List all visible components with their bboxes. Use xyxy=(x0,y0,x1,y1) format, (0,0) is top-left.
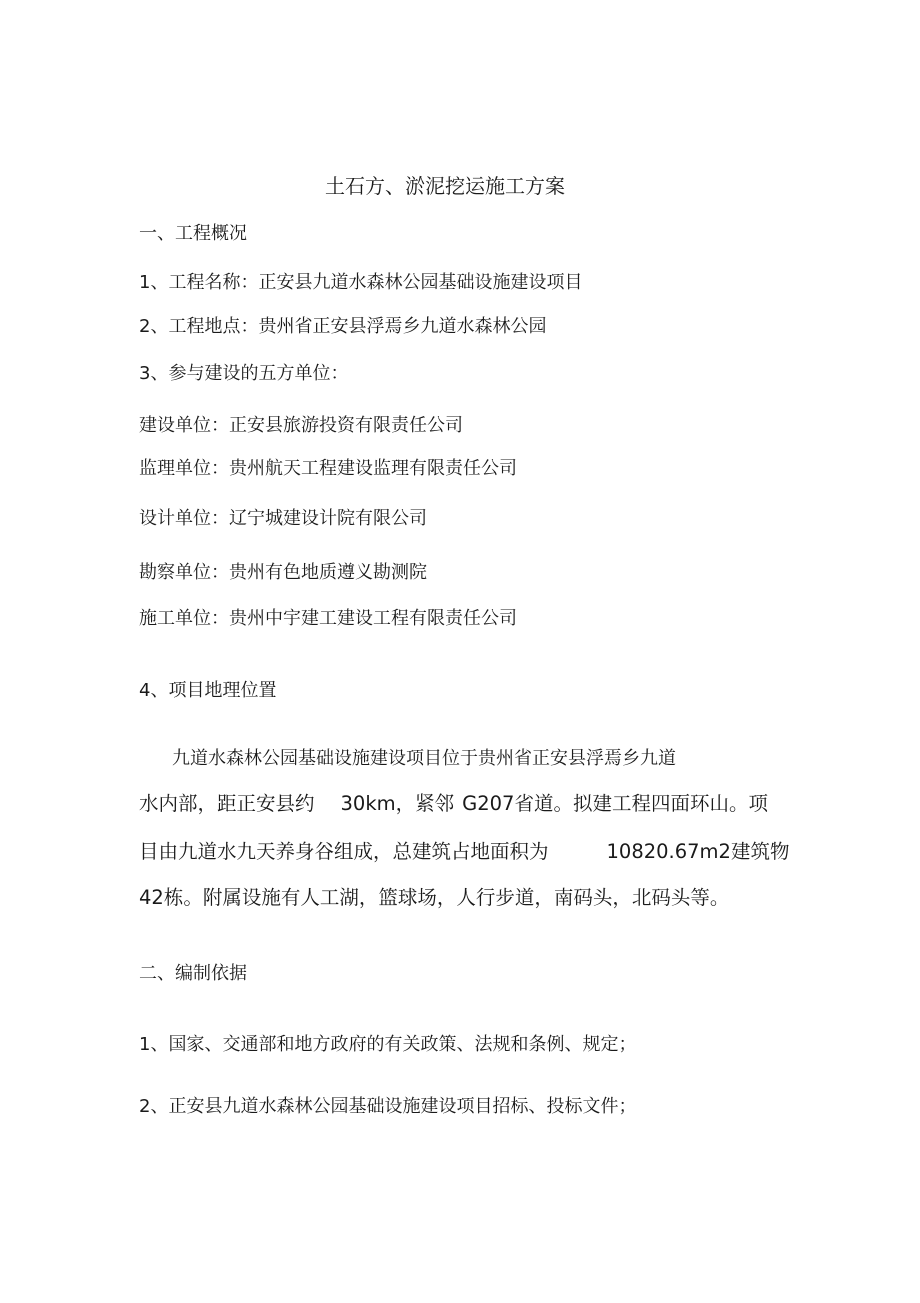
unit-construction-owner: 建设单位：正安县旅游投资有限责任公司 xyxy=(139,415,463,436)
project-name-item: 1、工程名称：正安县九道水森林公园基础设施建设项目 xyxy=(139,272,583,293)
section-heading-overview: 一、工程概况 xyxy=(139,223,247,244)
paragraph-text-segment: 水内部，距正安县约 xyxy=(139,792,315,815)
section-heading-basis: 二、编制依据 xyxy=(139,963,247,984)
unit-survey: 勘察单位：贵州有色地质遵义勘测院 xyxy=(139,562,427,583)
location-paragraph-line-1: 九道水森林公园基础设施建设项目位于贵州省正安县浮焉乡九道 xyxy=(172,748,676,769)
document-title: 土石方、淤泥挖运施工方案 xyxy=(325,174,565,198)
paragraph-text-segment: 10820.67m2建筑物 xyxy=(606,840,790,863)
basis-item-2: 2、正安县九道水森林公园基础设施建设项目招标、投标文件； xyxy=(139,1096,637,1117)
paragraph-text-segment: G207省道。拟建工程四面环山。项 xyxy=(462,792,768,815)
basis-item-1: 1、国家、交通部和地方政府的有关政策、法规和条例、规定； xyxy=(139,1034,637,1055)
unit-supervision: 监理单位：贵州航天工程建设监理有限责任公司 xyxy=(139,458,517,479)
paragraph-text-segment: 30km，紧邻 xyxy=(340,792,455,815)
geographic-location-item: 4、项目地理位置 xyxy=(139,680,277,701)
location-paragraph-line-4: 42栋。附属设施有人工湖，篮球场，人行步道，南码头，北码头等。 xyxy=(139,886,730,909)
location-paragraph-line-2 xyxy=(139,792,768,816)
unit-design: 设计单位：辽宁城建设计院有限公司 xyxy=(139,508,427,529)
location-paragraph-line-3 xyxy=(139,840,789,864)
project-location-item: 2、工程地点：贵州省正安县浮焉乡九道水森林公园 xyxy=(139,316,547,337)
paragraph-text-segment: 目由九道水九天养身谷组成，总建筑占地面积为 xyxy=(139,840,549,863)
unit-contractor: 施工单位：贵州中宇建工建设工程有限责任公司 xyxy=(139,608,517,629)
participants-item: 3、参与建设的五方单位： xyxy=(139,363,349,384)
